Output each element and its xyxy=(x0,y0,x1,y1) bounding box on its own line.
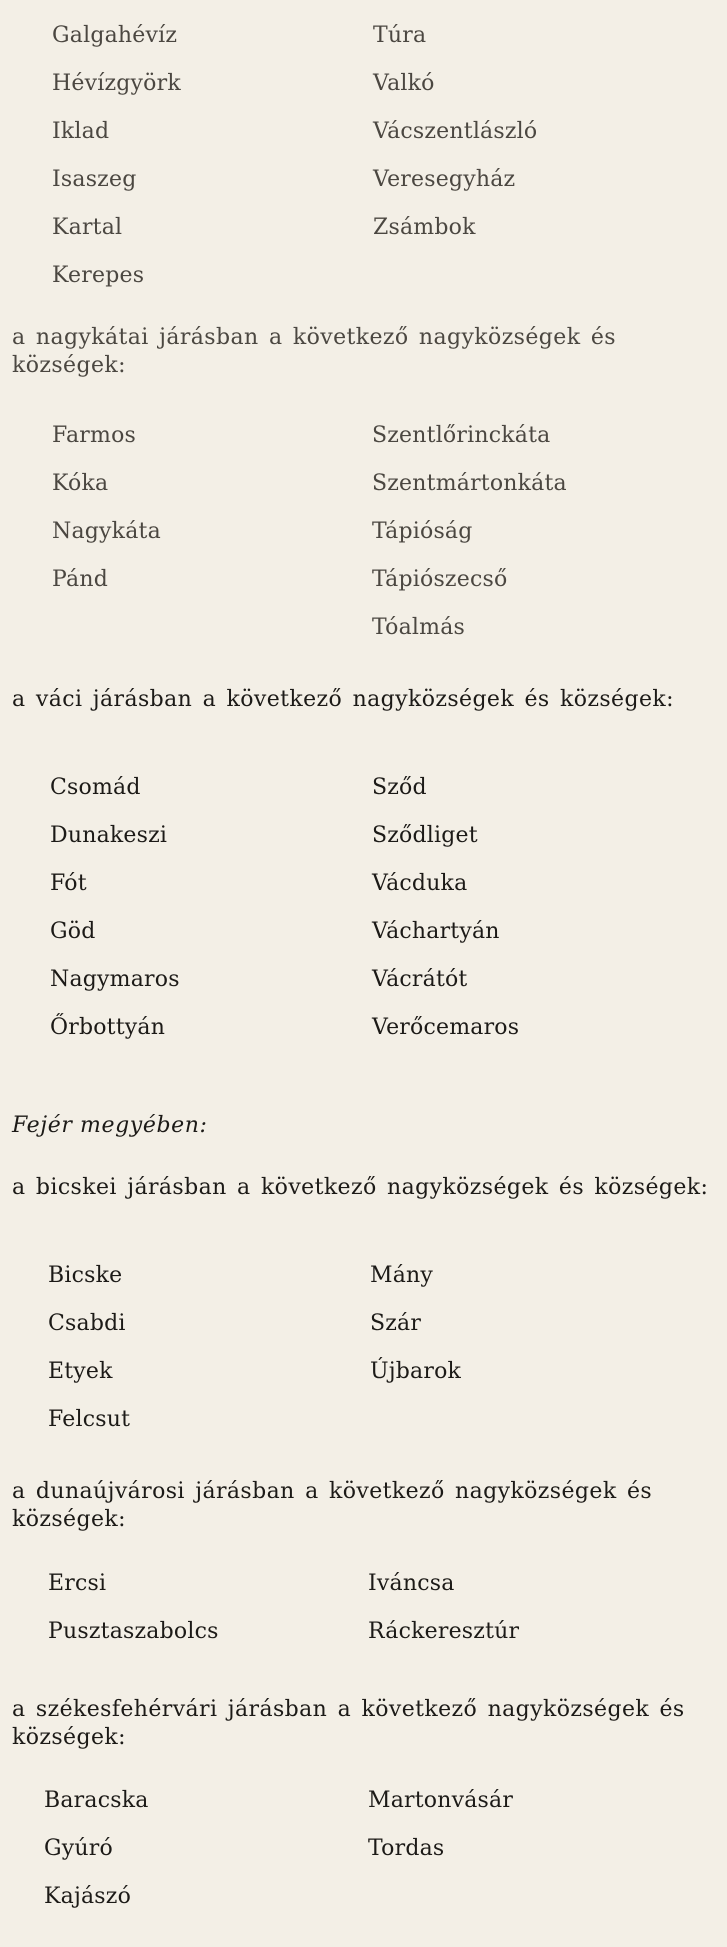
settlement-name: Vácrátót xyxy=(372,967,468,992)
settlement-name: Etyek xyxy=(48,1359,113,1384)
settlement-name: Isaszeg xyxy=(52,167,137,192)
settlement-name: Szár xyxy=(370,1311,422,1336)
settlement-name: Szentmártonkáta xyxy=(372,471,567,496)
settlement-name: Kóka xyxy=(52,471,109,496)
settlement-name: Galgahévíz xyxy=(52,23,178,48)
left-column xyxy=(48,1252,130,1444)
settlement-name: Mány xyxy=(370,1263,434,1288)
left-column xyxy=(52,12,181,300)
settlement-name: Váchartyán xyxy=(372,919,500,944)
settlement-name: Őrbottyán xyxy=(50,1015,166,1040)
settlement-name: Kerepes xyxy=(52,263,145,288)
district-heading-dunaujvarosi: a dunaújvárosi járásban a következő nagyközségek és községek: xyxy=(12,1479,653,1532)
settlement-name: Sződ xyxy=(372,775,427,800)
settlement-name: Ercsi xyxy=(48,1571,107,1596)
left-column xyxy=(48,1560,219,1656)
left-column xyxy=(50,764,180,1052)
settlement-name: Kartal xyxy=(52,215,123,240)
county-heading: Fejér megyében: xyxy=(12,1113,208,1138)
settlement-name: Tordas xyxy=(368,1836,445,1861)
settlement-name: Zsámbok xyxy=(373,215,476,240)
settlement-name: Pánd xyxy=(52,567,108,592)
settlement-name: Fót xyxy=(50,871,87,896)
right-column xyxy=(372,764,519,1052)
settlement-name: Tápiószecső xyxy=(372,567,508,592)
district-heading-szekesfehervari: a székesfehérvári járásban a következő nagyközségek és községek: xyxy=(12,1697,685,1750)
left-column xyxy=(44,1777,149,1921)
settlement-name: Sződliget xyxy=(372,823,478,848)
settlement-name: Farmos xyxy=(52,423,137,448)
settlement-name: Túra xyxy=(373,23,427,48)
left-column xyxy=(52,412,161,604)
district-heading-nagykata: a nagykátai járásban a következő nagyközségek és községek: xyxy=(12,325,616,378)
right-column xyxy=(368,1560,519,1656)
settlement-name: Baracska xyxy=(44,1788,149,1813)
settlement-name: Tóalmás xyxy=(372,615,466,640)
settlement-name: Iklad xyxy=(52,119,110,144)
settlement-name: Iváncsa xyxy=(368,1571,455,1596)
settlement-name: Nagykáta xyxy=(52,519,161,544)
settlement-name: Csomád xyxy=(50,775,141,800)
settlement-name: Nagymaros xyxy=(50,967,180,992)
settlement-name: Hévízgyörk xyxy=(52,71,181,96)
right-column xyxy=(373,12,537,252)
settlement-name: Csabdi xyxy=(48,1311,126,1336)
settlement-name: Pusztaszabolcs xyxy=(48,1619,219,1644)
settlement-name: Dunakeszi xyxy=(50,823,168,848)
settlement-name: Gyúró xyxy=(44,1836,113,1861)
settlement-name: Vácduka xyxy=(372,871,468,896)
settlement-name: Kajászó xyxy=(44,1884,132,1909)
settlement-name: Újbarok xyxy=(370,1359,462,1384)
district-heading-bicskei: a bicskei járásban a következő nagyközségek és községek: xyxy=(12,1175,709,1200)
settlement-name: Tápióság xyxy=(372,519,473,544)
settlement-name: Ráckeresztúr xyxy=(368,1619,520,1644)
settlement-name: Vácszentlászló xyxy=(373,119,538,144)
right-column xyxy=(370,1252,461,1396)
settlement-name: Martonvásár xyxy=(368,1788,514,1813)
settlement-name: Szentlőrinckáta xyxy=(372,423,551,448)
settlement-name: Göd xyxy=(50,919,96,944)
right-column xyxy=(368,1777,513,1873)
settlement-name: Veresegyház xyxy=(373,167,516,192)
settlement-name: Valkó xyxy=(373,71,435,96)
district-heading-vaci: a váci járásban a következő nagyközségek és községek: xyxy=(12,687,674,712)
settlement-name: Felcsut xyxy=(48,1407,131,1432)
right-column xyxy=(372,412,567,652)
settlement-name: Verőcemaros xyxy=(372,1015,520,1040)
settlement-name: Bicske xyxy=(48,1263,123,1288)
